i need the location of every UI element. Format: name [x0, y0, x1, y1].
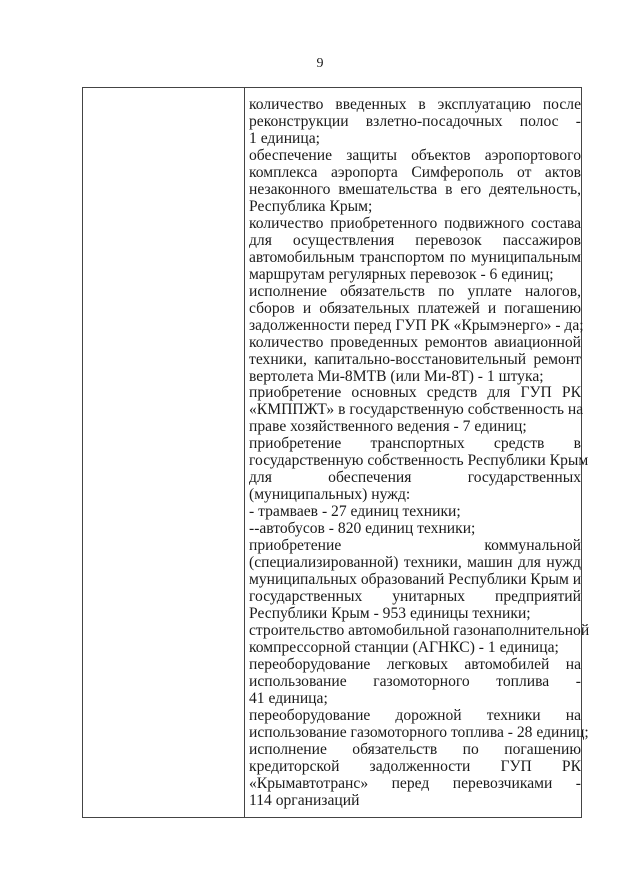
text-line: 1 единица; — [249, 129, 320, 147]
text-line: кредиторской задолженности ГУП РК — [249, 757, 581, 775]
text-line: строительство автомобильной газонаполнительной — [249, 622, 590, 640]
text-line: исполнение обязательств по уплате налогов, — [249, 282, 581, 300]
text-line: исполнение обязательств по погашению — [249, 740, 581, 758]
text-line: 114 организаций — [249, 791, 360, 809]
text-line: количество приобретенного подвижного состава — [249, 214, 581, 232]
text-line: обеспечение защиты объектов аэропортового — [249, 146, 581, 164]
text-line: муниципальных образований Республики Крым и — [249, 571, 582, 589]
table-left-cell — [83, 88, 245, 817]
text-line: «КМППЖТ» в государственную собственность на — [249, 401, 584, 419]
text-line: - трамваев - 27 единиц техники; — [249, 503, 461, 521]
text-line: комплекса аэропорта Симферополь от актов — [249, 163, 581, 181]
text-line: для осуществления перевозок пассажиров — [249, 231, 581, 249]
text-line: незаконного вмешательства в его деятельность, — [249, 180, 581, 198]
text-line: приобретение коммунальной — [249, 537, 581, 555]
text-line: государственных унитарных предприятий — [249, 588, 581, 606]
text-line: переоборудование дорожной техники на — [249, 706, 581, 724]
text-line: задолженности перед ГУП РК «Крымэнерго» - да; — [249, 316, 584, 334]
text-line: количество проведенных ремонтов авиационной — [249, 333, 581, 351]
text-line: «Крымавтотранс» перед перевозчиками - — [249, 774, 581, 792]
text-line: автомобильным транспортом по муниципальным — [249, 248, 581, 266]
document-table — [82, 87, 590, 818]
text-line: 41 единица; — [249, 689, 328, 707]
text-line: количество введенных в эксплуатацию после — [249, 96, 581, 113]
text-line: сборов и обязательных платежей и погашению — [249, 299, 581, 317]
text-line: приобретение транспортных средств в — [249, 435, 581, 453]
text-line: (муниципальных) нужд: — [249, 486, 411, 504]
table-right-cell — [249, 96, 590, 810]
text-line: праве хозяйственного ведения - 7 единиц; — [249, 418, 527, 436]
text-line: Республики Крым - 953 единицы техники; — [249, 605, 531, 623]
text-line: компрессорной станции (АГНКС) - 1 единица; — [249, 639, 559, 656]
text-line: переоборудование легковых автомобилей на — [249, 655, 581, 673]
text-line: использование газомоторного топлива - — [249, 672, 581, 690]
text-line: для обеспечения государственных — [249, 469, 581, 487]
text-line: --автобусов - 820 единиц техники; — [249, 520, 476, 538]
page-number: 9 — [316, 56, 324, 71]
text-line: приобретение основных средств для ГУП РК — [249, 384, 581, 402]
text-line: реконструкции взлетно-посадочных полос - — [249, 112, 581, 130]
text-line: Республика Крым; — [249, 197, 373, 215]
text-line: (специализированной) техники, машин для нужд — [249, 554, 581, 572]
text-line: вертолета Ми-8МТВ (или Ми-8Т) - 1 штука; — [249, 367, 544, 385]
text-line: использование газомоторного топлива - 28 единиц; — [249, 723, 589, 741]
text-line: техники, капитально-восстановительный ремонт — [249, 350, 581, 368]
text-line: государственную собственность Республики Крым — [249, 452, 589, 470]
text-line: маршрутам регулярных перевозок - 6 единиц; — [249, 265, 554, 283]
